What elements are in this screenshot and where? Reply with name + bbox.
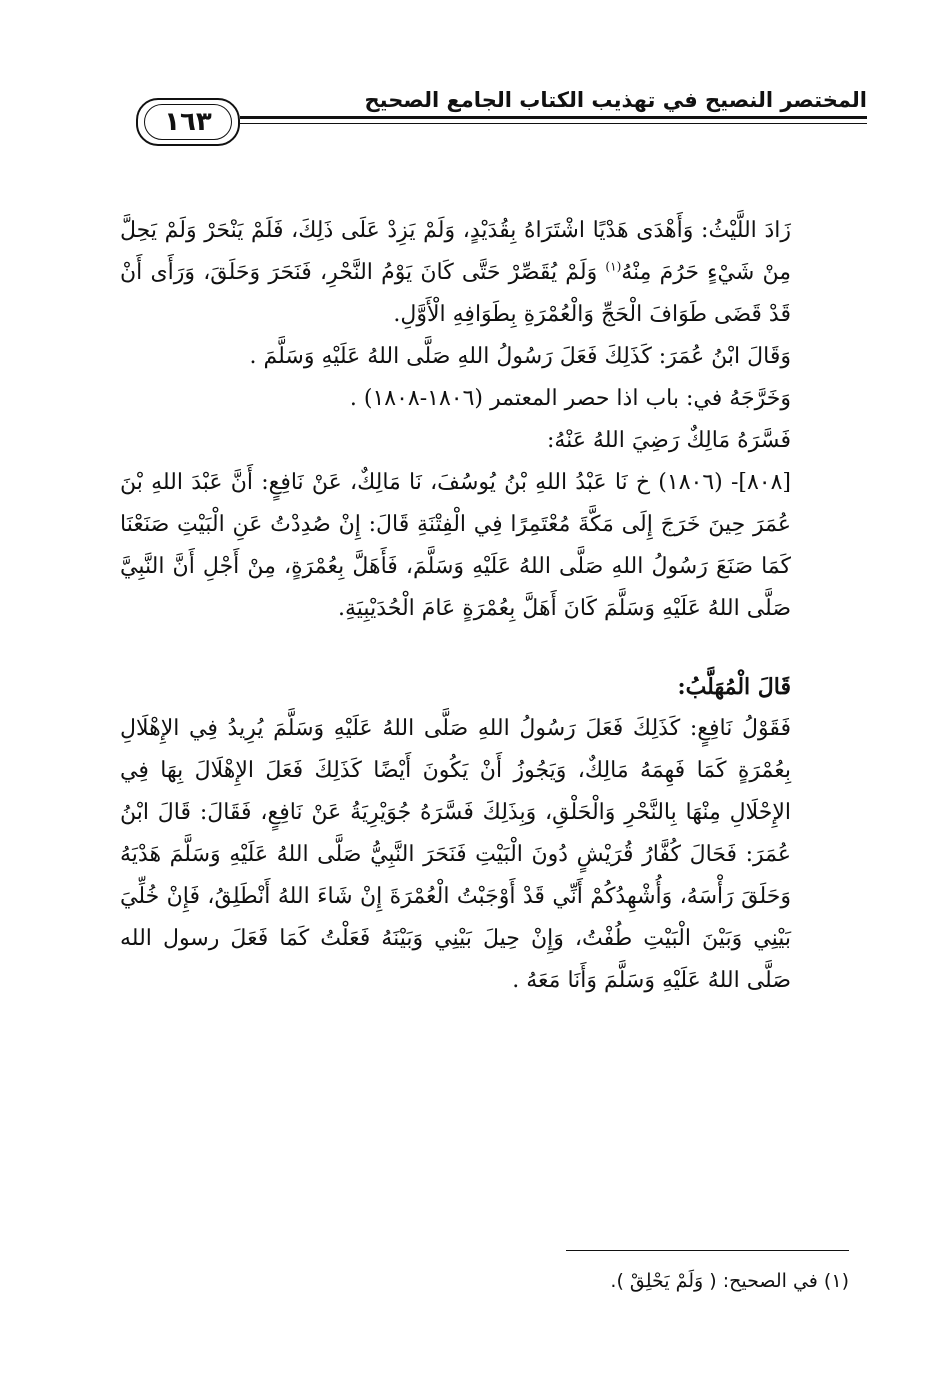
header-rule: [240, 116, 867, 124]
paragraph-ibn-umar: وَقَالَ ابْنُ عُمَرَ: كَذَلِكَ فَعَلَ رَسُولُ اللهِ صَلَّى اللهُ عَلَيْهِ وَسَلَّمَ .: [249, 344, 791, 369]
section-heading-muhallab: قَالَ الْمُهَلَّبُ:: [677, 674, 791, 700]
page-number-label: ١٦٣: [164, 107, 212, 137]
paragraph-laith: [120, 210, 829, 336]
page-number: [136, 98, 240, 146]
body-text: [120, 210, 829, 1002]
paragraph-laith-text: زَادَ اللَّيْثُ: وَأَهْدَى هَدْيًا اشْتَرَاهُ بِقُدَيْدٍ، وَلَمْ يَزِدْ عَلَى ذَلِكَ، فَلَمْ يَنْحَرْ وَلَمْ يَحِلَّ مِنْ شَيْءٍ حَرُمَ مِنْهُ: [120, 218, 792, 285]
running-title: المختصر النصيح في تهذيب الكتاب الجامع الصحيح: [364, 88, 867, 112]
paragraph-laith-rest: وَلَمْ يُقَصِّرْ حَتَّى كَانَ يَوْمُ النَّحْرِ، فَنَحَرَ وَحَلَقَ، وَرَأَى أَنْ قَدْ قَضَى طَوَافَ الْحَجِّ وَالْعُمْرَةِ بِطَوَافِهِ الْأَوَّلِ.: [120, 260, 791, 327]
hadith-808: [٨٠٨]- (١٨٠٦) خ نَا عَبْدُ اللهِ بْنُ يُوسُفَ، نَا مَالِكٌ، عَنْ نَافِعٍ: أَنَّ عَبْدَ اللهِ بْنَ عُمَرَ حِينَ خَرَجَ إِلَى مَكَّةَ مُعْتَمِرًا فِي الْفِتْنَةِ قَالَ: إِنْ صُدِدْتُ عَنِ الْبَيْتِ صَنَعْنَا كَمَا صَنَعَ رَسُولُ اللهِ صَلَّى اللهُ عَلَيْهِ وَسَلَّمَ، فَأَهَلَّ بِعُمْرَةٍ، مِنْ أَجْلِ أَنَّ النَّبِيَّ صَلَّى اللهُ عَلَيْهِ وَسَلَّمَ كَانَ أَهَلَّ بِعُمْرَةٍ عَامَ الْحُدَيْبِيَةِ.: [120, 470, 792, 621]
section-spacer: [120, 630, 829, 666]
paragraph-cross-reference: وَخَرَّجَهُ في: باب اذا حصر المعتمر (١٨٠٦-١٨٠٨) .: [349, 386, 791, 411]
footnote: (١) في الصحيح: ( وَلَمْ يَحْلِقْ ).: [610, 1270, 849, 1292]
paragraph-malik-heading: فَسَّرَهُ مَالِكٌ رَضِيَ اللهُ عَنْهُ:: [546, 428, 791, 453]
footnote-rule: [566, 1250, 849, 1251]
footnote-reference: (١): [605, 259, 622, 274]
paragraph-commentary: فَقَوْلُ نَافِعٍ: كَذَلِكَ فَعَلَ رَسُولُ اللهِ صَلَّى اللهُ عَلَيْهِ وَسَلَّمَ يُرِيدُ فِي الإِهْلَالِ بِعُمْرَةٍ كَمَا فَهِمَهُ مَالِكٌ، وَيَجُوزُ أَنْ يَكُونَ أَيْضًا كَذَلِكَ فَعَلَ الإِهْلَالَ بِهَا فِي الإِحْلَالِ مِنْهَا بِالنَّحْرِ وَالْحَلْقِ، وَبِذَلِكَ فَسَّرَهُ جُوَيْرِيَةُ عَنْ نَافِعٍ، فَقَالَ: قَالَ ابْنُ عُمَرَ: فَحَالَ كُفَّارُ قُرَيْشٍ دُونَ الْبَيْتِ فَنَحَرَ النَّبِيُّ صَلَّى اللهُ عَلَيْهِ وَسَلَّمَ هَدْيَهُ وَحَلَقَ رَأْسَهُ، وَأُشْهِدُكُمْ أَنِّي قَدْ أَوْجَبْتُ الْعُمْرَةَ إِنْ شَاءَ اللهُ أَنْطَلِقُ، فَإِنْ خُلِّيَ بَيْنِي وَبَيْنَ الْبَيْتِ طُفْتُ، وَإِنْ حِيلَ بَيْنِي وَبَيْنَهُ فَعَلْتُ كَمَا فَعَلَ رسول الله صَلَّى اللهُ عَلَيْهِ وَسَلَّمَ وَأَنَا مَعَهُ .: [120, 716, 791, 993]
